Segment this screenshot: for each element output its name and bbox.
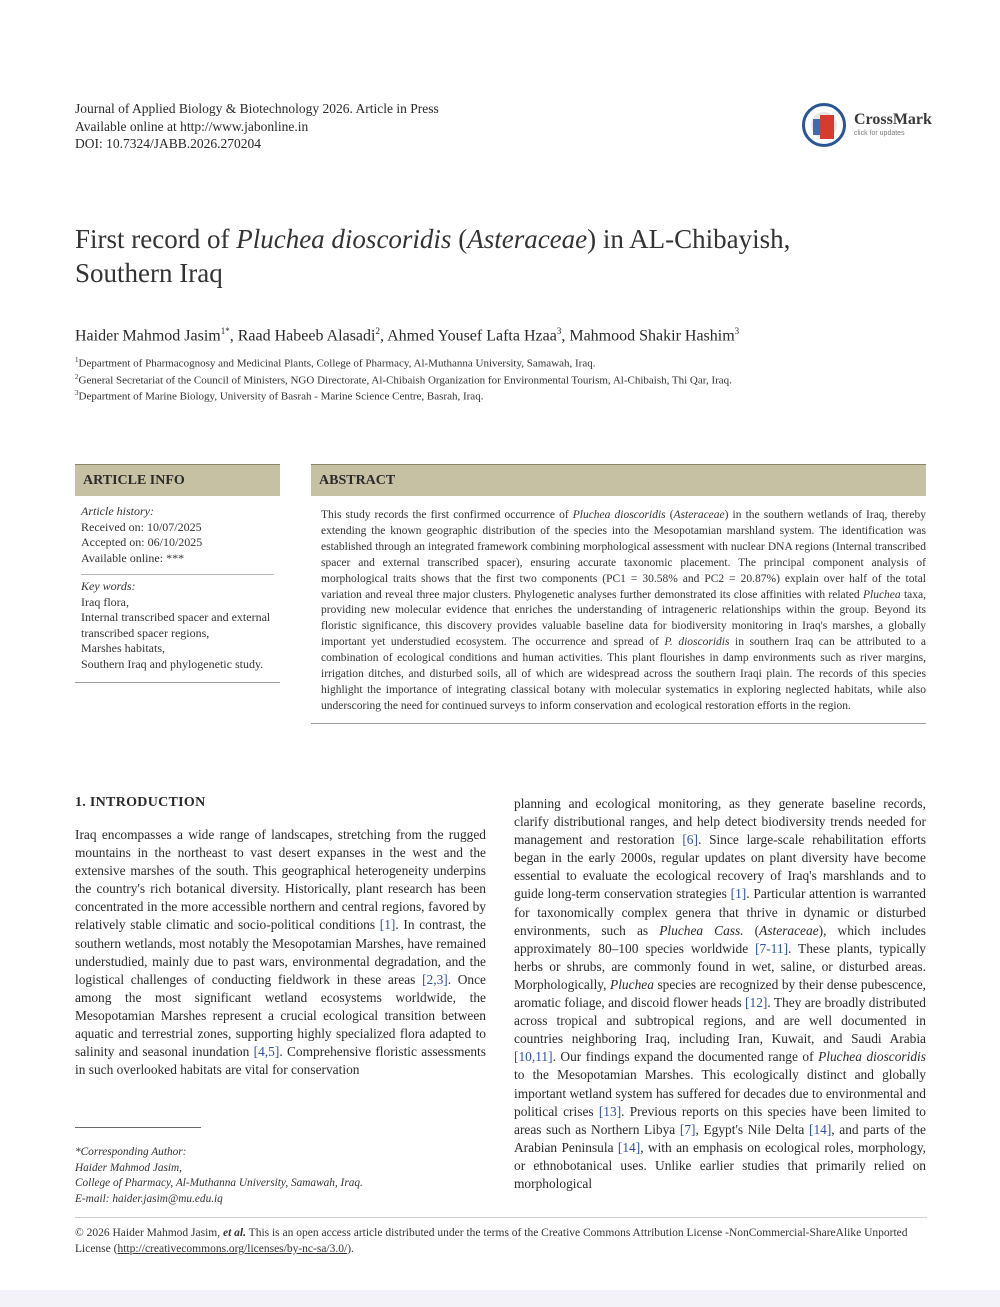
history-label: Article history: [81, 504, 154, 518]
citation-link[interactable]: [1] [379, 917, 396, 933]
article-info-heading: ARTICLE INFO [75, 464, 280, 496]
article-title: First record of Pluchea dioscoridis (Asteraceae) in AL-Chibayish, Southern Iraq [75, 224, 791, 288]
author-list: Haider Mahmod Jasim$^{1*}$, Raad Habeeb Alasadi$^2$, Ahmed Yousef Lafta Hzaa$^3$, Mahmood Shakir Hashim$^3$ [75, 326, 740, 345]
online-line: Available online at http://www.jabonline.in [75, 118, 309, 134]
affiliation-3: $^3$Department of Marine Biology, University of Basrah - Marine Science Centre, Basrah, Iraq. [75, 389, 484, 403]
accepted-date: Accepted on: 06/10/2025 [81, 535, 203, 549]
keyword: Marshes habitats, [81, 641, 165, 655]
abstract-panel [311, 464, 926, 724]
citation-link[interactable]: [7] [679, 1121, 696, 1137]
corresponding-author: *Corresponding Author: Haider Mahmod Jasim, College of Pharmacy, Al-Muthanna University, Samawah, Iraq. E-mail: haider.jasim@mu.edu.iq [75, 1145, 363, 1207]
affiliation-1: $^1$Department of Pharmacognosy and Medicinal Plants, College of Pharmacy, Al-Muthanna University, Samawah, Iraq. [75, 356, 596, 370]
journal-header [75, 100, 439, 153]
author: Haider Mahmod Jasim [75, 327, 221, 345]
keyword: Iraq flora, [81, 594, 129, 609]
journal-line: Journal of Applied Biology & Biotechnology 2026. Article in Press [75, 101, 439, 116]
crossmark-sub: click for updates [854, 130, 905, 137]
license-divider [75, 1217, 927, 1218]
page-bottom-strip [0, 1290, 1000, 1307]
intro-heading: 1. INTRODUCTION [75, 795, 206, 810]
citation-link[interactable]: [6] [682, 832, 698, 848]
title-species: Pluchea dioscoridis [236, 224, 452, 254]
intro-right-column: planning and ecological monitoring, as they generate baseline records, clarify distributional ranges, and help detect biodiversity trends needed for management and restoration [6]. Since large-scale rehabilitation efforts began in the early 2000s, regular updates on plant diversity have become essential to evaluate the ecological recovery of Iraq's marshlands and to guide long-term conservation strategies [1]. Particular attention is warranted for taxonomically complex genera that thrive in dynamic or disturbed environments, such as Pluchea Cass. (Asteraceae), which includes approximately 80–100 species worldwide [7-11]. These plants, typically herbs or shrubs, are commonly found in wet, saline, or disturbed areas. Morphologically, Pluchea species are recognized by their dense pubescence, aromatic foliage, and discoid flower heads [12]. They are broadly distributed across tropical and subtropical regions, and are well documented in countries neighboring Iraq, including Iran, Kuwait, and Saudi Arabia [10,11]. Our findings expand the documented range of Pluchea dioscoridis to the Mesopotamian Marshes. This ecologically distinct and globally important wetland system has suffered for decades due to environmental and political crises [13]. Previous reports on this species have been limited to areas such as Northern Libya [7], Egypt's Nile Delta [14], and parts of the Arabian Peninsula [14], with an emphasis on ecological roles, morphology, or ethnobotanical uses. Unlike earlier studies that primarily relied on morphological [514, 796, 927, 1191]
abstract-heading: ABSTRACT [311, 464, 926, 496]
footnote-divider [75, 1127, 201, 1128]
license-notice: © 2026 Haider Mahmod Jasim, et al. This is an open access article distributed under the terms of the Creative Commons Attribution License -NonCommercial-ShareAlike Unported License (http://creativecommons.org/licenses/by-nc-sa/3.0/). [75, 1227, 908, 1255]
article-info-panel [75, 464, 280, 683]
citation-link[interactable]: [14] [617, 1139, 641, 1155]
received-date: Received on: 10/07/2025 [81, 519, 202, 534]
crossmark-badge[interactable] [802, 103, 942, 151]
author: Raad Habeeb Alasadi [237, 327, 376, 345]
citation-link[interactable]: [1] [730, 886, 747, 902]
citation-link[interactable]: [7-11] [755, 940, 789, 956]
keyword: Southern Iraq and phylogenetic study. [81, 656, 264, 671]
author-email: E-mail: haider.jasim@mu.edu.iq [75, 1192, 223, 1205]
keyword: Internal transcribed spacer and external transcribed spacer regions, [81, 610, 271, 640]
citation-link[interactable]: [10,11] [514, 1049, 553, 1065]
license-link[interactable]: http://creativecommons.org/licenses/by-nc-sa/3.0/ [117, 1243, 348, 1255]
citation-link[interactable]: [4,5] [253, 1044, 280, 1060]
author: Ahmed Yousef Lafta Hzaa [387, 327, 557, 345]
crossmark-label: CrossMark [854, 111, 932, 128]
title-family: Asteraceae [467, 224, 588, 254]
citation-link[interactable]: [12] [745, 995, 768, 1011]
keywords-label: Key words: [81, 579, 136, 593]
citation-link[interactable]: [14] [808, 1121, 832, 1137]
crossmark-icon [802, 103, 846, 147]
author: Mahmood Shakir Hashim [569, 327, 735, 345]
available-date: Available online: *** [81, 550, 185, 565]
affiliation-2: $^2$General Secretariat of the Council of Ministers, NGO Directorate, Al-Chibaish Organization for Environmental Tourism, Al-Chibaish, Thi Qar, Iraq. [75, 373, 732, 387]
abstract-text: This study records the first confirmed occurrence of Pluchea dioscoridis (Asteraceae) in the southern wetlands of Iraq, thereby extending the known geographic distribution of the species into the Mesopotamian marshland system. The identification was established through an integrated framework combining morphological assessment with nuclear DNA regions (Internal transcribed spacer and external transcribed spacer), ensuring accurate taxonomic placement. The principal component analysis of morphological traits shows that the first two components (PC1 = 30.58% and PC2 = 20.87%) explain over half of the total variation and reveal three major clusters. Phylogenetic analyses further demonstrated its close affinities with related Pluchea taxa, providing new molecular evidence that enriches the understanding of intrageneric relationships within the group. Beyond its floristic significance, this discovery provides valuable baseline data for biodiversity monitoring in Iraq's marshes, a globally important yet understudied ecosystem. The occurrence and spread of P. dioscoridis in southern Iraq can be attributed to a combination of ecological conditions and human activities. This plant flourishes in damp environments such as river margins, irrigation ditches, and disturbed soils, all of which are widespread across the southern Iraqi plain. The records of this species highlight the importance of integrating classical botany with molecular systematics in exploring neglected habitats, while also underscoring the need for continued surveys to inform conservation and ecological restoration efforts in the region. [311, 496, 926, 724]
intro-left-column: Iraq encompasses a wide range of landscapes, stretching from the rugged mountains in the northeast to vast desert expanses in the west and the extensive marshes of the south. This geographical heterogeneity underpins the country's rich botanical diversity. Historically, plant research has been concentrated in the more accessible northern and central regions, favored by relatively stable climatic and socio-political conditions [1]. In contrast, the southern wetlands, most notably the Mesopotamian Marshes, have remained understudied, mainly due to past wars, environmental degradation, and the logistical challenges of conducting fieldwork in these areas [2,3]. Once among the most significant wetland ecosystems worldwide, the Mesopotamian Marshes represent a crucial ecological transition between aquatic and terrestrial zones, supporting highly specialized flora adapted to salinity and seasonal inundation [4,5]. Comprehensive floristic assessments in such overlooked habitats are vital for conservation [75, 827, 486, 1078]
citation-link[interactable]: [2,3] [422, 971, 448, 987]
doi-line: DOI: 10.7324/JABB.2026.270204 [75, 136, 262, 151]
citation-link[interactable]: [13] [598, 1103, 622, 1119]
